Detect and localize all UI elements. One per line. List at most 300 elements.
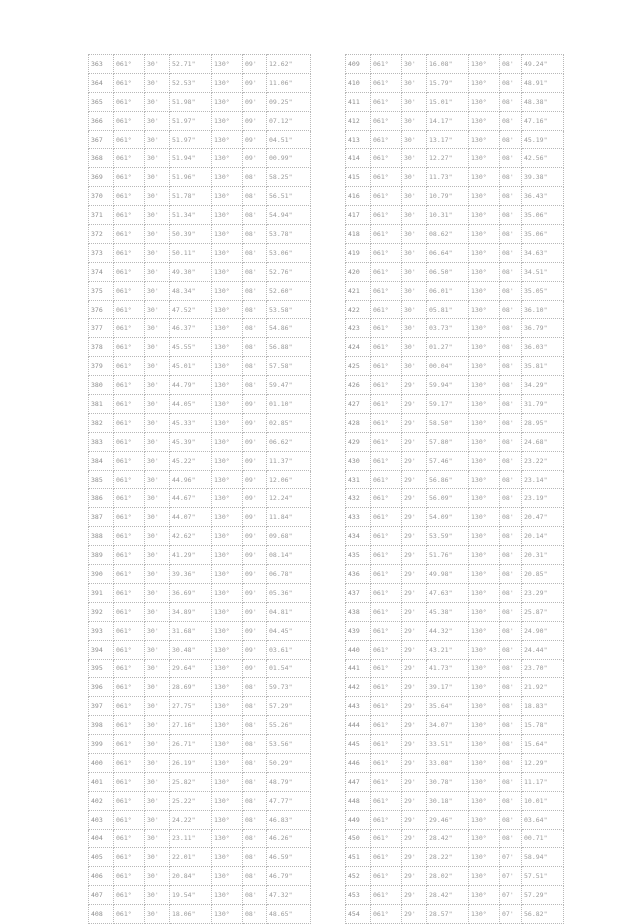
table-row [89, 546, 311, 565]
lon-minutes-cell: 09' [243, 621, 267, 640]
lon-seconds-cell: 35.05" [522, 281, 564, 300]
lon-minutes-cell: 08' [500, 300, 522, 319]
table-row [346, 168, 564, 187]
lat-degrees-cell: 061° [114, 659, 145, 678]
lon-degrees-cell: 130° [212, 55, 243, 74]
lon-minutes-cell: 08' [500, 640, 522, 659]
lat-minutes-cell: 29' [402, 867, 427, 886]
lat-minutes-cell: 29' [402, 451, 427, 470]
lon-seconds-cell: 18.83" [522, 697, 564, 716]
point-number-cell: 423 [346, 319, 371, 338]
lat-minutes-cell: 29' [402, 546, 427, 565]
lon-seconds-cell: 35.06" [522, 206, 564, 225]
lat-degrees-cell: 061° [371, 905, 402, 924]
point-number-cell: 368 [89, 149, 114, 168]
table-row [89, 395, 311, 414]
lon-seconds-cell: 28.95" [522, 413, 564, 432]
lat-minutes-cell: 30' [145, 432, 170, 451]
lon-minutes-cell: 08' [500, 168, 522, 187]
lon-seconds-cell: 23.29" [522, 583, 564, 602]
lon-degrees-cell: 130° [469, 565, 500, 584]
point-number-cell: 430 [346, 451, 371, 470]
table-row [89, 791, 311, 810]
lon-seconds-cell: 09.68" [267, 527, 311, 546]
lon-degrees-cell: 130° [212, 489, 243, 508]
lon-seconds-cell: 12.24" [267, 489, 311, 508]
table-row [346, 243, 564, 262]
lat-seconds-cell: 51.98" [170, 92, 212, 111]
lat-seconds-cell: 03.73" [427, 319, 469, 338]
lon-seconds-cell: 50.29" [267, 753, 311, 772]
table-row [89, 640, 311, 659]
lat-degrees-cell: 061° [371, 300, 402, 319]
lon-degrees-cell: 130° [212, 848, 243, 867]
lat-minutes-cell: 30' [145, 73, 170, 92]
lon-minutes-cell: 09' [243, 130, 267, 149]
point-number-cell: 371 [89, 206, 114, 225]
lat-degrees-cell: 061° [114, 187, 145, 206]
point-number-cell: 441 [346, 659, 371, 678]
lon-seconds-cell: 05.36" [267, 583, 311, 602]
lat-seconds-cell: 29.64" [170, 659, 212, 678]
lon-seconds-cell: 48.65" [267, 905, 311, 924]
lon-degrees-cell: 130° [469, 187, 500, 206]
table-row [346, 413, 564, 432]
point-number-cell: 427 [346, 395, 371, 414]
point-number-cell: 447 [346, 772, 371, 791]
point-number-cell: 437 [346, 583, 371, 602]
lon-degrees-cell: 130° [469, 886, 500, 905]
lon-degrees-cell: 130° [212, 92, 243, 111]
lon-seconds-cell: 20.47" [522, 508, 564, 527]
table-row [346, 149, 564, 168]
lon-degrees-cell: 130° [212, 583, 243, 602]
lat-degrees-cell: 061° [371, 73, 402, 92]
point-number-cell: 439 [346, 621, 371, 640]
point-number-cell: 419 [346, 243, 371, 262]
lat-degrees-cell: 061° [371, 867, 402, 886]
lat-minutes-cell: 30' [402, 300, 427, 319]
table-row [89, 243, 311, 262]
lat-minutes-cell: 29' [402, 659, 427, 678]
lon-seconds-cell: 46.83" [267, 810, 311, 829]
point-number-cell: 382 [89, 413, 114, 432]
lat-seconds-cell: 33.08" [427, 753, 469, 772]
table-row [89, 376, 311, 395]
lat-degrees-cell: 061° [371, 716, 402, 735]
lon-degrees-cell: 130° [212, 565, 243, 584]
point-number-cell: 433 [346, 508, 371, 527]
lat-degrees-cell: 061° [114, 357, 145, 376]
lat-seconds-cell: 20.84" [170, 867, 212, 886]
point-number-cell: 404 [89, 829, 114, 848]
lat-seconds-cell: 57.80" [427, 432, 469, 451]
lat-minutes-cell: 30' [402, 149, 427, 168]
lon-seconds-cell: 34.29" [522, 376, 564, 395]
point-number-cell: 442 [346, 678, 371, 697]
lat-minutes-cell: 29' [402, 621, 427, 640]
lon-degrees-cell: 130° [469, 395, 500, 414]
point-number-cell: 405 [89, 848, 114, 867]
lon-minutes-cell: 08' [243, 376, 267, 395]
lon-seconds-cell: 10.01" [522, 791, 564, 810]
lat-degrees-cell: 061° [371, 149, 402, 168]
lat-minutes-cell: 30' [145, 130, 170, 149]
table-row [346, 300, 564, 319]
lon-minutes-cell: 08' [500, 376, 522, 395]
lon-seconds-cell: 03.64" [522, 810, 564, 829]
lon-degrees-cell: 130° [469, 772, 500, 791]
point-number-cell: 407 [89, 886, 114, 905]
point-number-cell: 451 [346, 848, 371, 867]
lat-minutes-cell: 30' [145, 149, 170, 168]
lat-seconds-cell: 49.30" [170, 262, 212, 281]
lat-degrees-cell: 061° [371, 735, 402, 754]
lat-seconds-cell: 06.50" [427, 262, 469, 281]
lat-seconds-cell: 48.34" [170, 281, 212, 300]
lat-seconds-cell: 43.21" [427, 640, 469, 659]
lat-seconds-cell: 15.01" [427, 92, 469, 111]
lat-degrees-cell: 061° [114, 281, 145, 300]
table-row [346, 697, 564, 716]
lat-minutes-cell: 29' [402, 829, 427, 848]
table-row [346, 583, 564, 602]
lon-degrees-cell: 130° [469, 168, 500, 187]
lat-degrees-cell: 061° [371, 262, 402, 281]
lon-seconds-cell: 24.44" [522, 640, 564, 659]
lat-seconds-cell: 51.34" [170, 206, 212, 225]
point-number-cell: 379 [89, 357, 114, 376]
lat-degrees-cell: 061° [371, 583, 402, 602]
lat-degrees-cell: 061° [114, 149, 145, 168]
point-number-cell: 384 [89, 451, 114, 470]
lat-degrees-cell: 061° [114, 753, 145, 772]
lat-seconds-cell: 08.62" [427, 225, 469, 244]
lat-seconds-cell: 30.78" [427, 772, 469, 791]
lat-seconds-cell: 44.05" [170, 395, 212, 414]
lon-degrees-cell: 130° [469, 451, 500, 470]
table-row [346, 565, 564, 584]
lat-seconds-cell: 11.73" [427, 168, 469, 187]
lon-degrees-cell: 130° [469, 640, 500, 659]
lat-minutes-cell: 29' [402, 470, 427, 489]
lon-minutes-cell: 08' [243, 262, 267, 281]
lon-degrees-cell: 130° [469, 621, 500, 640]
lat-degrees-cell: 061° [371, 697, 402, 716]
lat-degrees-cell: 061° [114, 206, 145, 225]
lon-seconds-cell: 34.51" [522, 262, 564, 281]
lat-minutes-cell: 30' [145, 225, 170, 244]
lon-seconds-cell: 46.79" [267, 867, 311, 886]
lat-seconds-cell: 22.01" [170, 848, 212, 867]
point-number-cell: 413 [346, 130, 371, 149]
lon-degrees-cell: 130° [212, 243, 243, 262]
table-row [346, 470, 564, 489]
lon-degrees-cell: 130° [212, 376, 243, 395]
lat-minutes-cell: 29' [402, 905, 427, 924]
lon-minutes-cell: 08' [243, 867, 267, 886]
lon-degrees-cell: 130° [212, 546, 243, 565]
lon-seconds-cell: 46.26" [267, 829, 311, 848]
point-number-cell: 381 [89, 395, 114, 414]
lat-seconds-cell: 44.32" [427, 621, 469, 640]
lon-degrees-cell: 130° [212, 735, 243, 754]
point-number-cell: 397 [89, 697, 114, 716]
lon-seconds-cell: 20.31" [522, 546, 564, 565]
lat-degrees-cell: 061° [371, 281, 402, 300]
lon-degrees-cell: 130° [212, 149, 243, 168]
lat-degrees-cell: 061° [371, 886, 402, 905]
table-row [346, 735, 564, 754]
lon-minutes-cell: 08' [500, 791, 522, 810]
lon-seconds-cell: 35.81" [522, 357, 564, 376]
lat-seconds-cell: 10.31" [427, 206, 469, 225]
lat-minutes-cell: 29' [402, 376, 427, 395]
lat-seconds-cell: 25.82" [170, 772, 212, 791]
lat-degrees-cell: 061° [371, 678, 402, 697]
lon-minutes-cell: 09' [243, 640, 267, 659]
lat-degrees-cell: 061° [114, 376, 145, 395]
lon-minutes-cell: 08' [243, 357, 267, 376]
lon-seconds-cell: 07.12" [267, 111, 311, 130]
lat-minutes-cell: 30' [145, 716, 170, 735]
lat-seconds-cell: 50.11" [170, 243, 212, 262]
point-number-cell: 454 [346, 905, 371, 924]
lon-degrees-cell: 130° [212, 678, 243, 697]
table-row [89, 281, 311, 300]
lat-minutes-cell: 30' [145, 886, 170, 905]
lon-seconds-cell: 58.25" [267, 168, 311, 187]
point-number-cell: 374 [89, 262, 114, 281]
table-row [89, 73, 311, 92]
lon-degrees-cell: 130° [469, 602, 500, 621]
lon-minutes-cell: 08' [243, 281, 267, 300]
table-row [89, 319, 311, 338]
point-number-cell: 389 [89, 546, 114, 565]
lat-minutes-cell: 30' [402, 281, 427, 300]
point-number-cell: 444 [346, 716, 371, 735]
table-row [346, 73, 564, 92]
lon-seconds-cell: 02.85" [267, 413, 311, 432]
point-number-cell: 431 [346, 470, 371, 489]
lat-seconds-cell: 51.97" [170, 111, 212, 130]
lat-minutes-cell: 30' [402, 262, 427, 281]
lat-degrees-cell: 061° [114, 432, 145, 451]
lon-seconds-cell: 00.71" [522, 829, 564, 848]
lat-seconds-cell: 51.78" [170, 187, 212, 206]
lon-degrees-cell: 130° [212, 772, 243, 791]
lon-seconds-cell: 53.06" [267, 243, 311, 262]
lat-degrees-cell: 061° [371, 659, 402, 678]
table-row [346, 357, 564, 376]
table-row [89, 225, 311, 244]
lat-minutes-cell: 30' [145, 829, 170, 848]
lat-seconds-cell: 14.17" [427, 111, 469, 130]
lat-seconds-cell: 54.09" [427, 508, 469, 527]
lon-degrees-cell: 130° [469, 413, 500, 432]
lat-seconds-cell: 44.96" [170, 470, 212, 489]
lat-seconds-cell: 49.98" [427, 565, 469, 584]
point-number-cell: 445 [346, 735, 371, 754]
point-number-cell: 390 [89, 565, 114, 584]
table-row [346, 338, 564, 357]
lon-minutes-cell: 08' [500, 489, 522, 508]
point-number-cell: 412 [346, 111, 371, 130]
point-number-cell: 386 [89, 489, 114, 508]
lat-degrees-cell: 061° [114, 791, 145, 810]
lon-minutes-cell: 08' [243, 886, 267, 905]
lat-degrees-cell: 061° [114, 772, 145, 791]
table-row [346, 111, 564, 130]
lat-seconds-cell: 27.75" [170, 697, 212, 716]
lon-degrees-cell: 130° [212, 206, 243, 225]
lon-minutes-cell: 08' [500, 243, 522, 262]
lon-seconds-cell: 55.26" [267, 716, 311, 735]
point-number-cell: 418 [346, 225, 371, 244]
lon-minutes-cell: 08' [500, 527, 522, 546]
table-row [89, 168, 311, 187]
lat-degrees-cell: 061° [114, 640, 145, 659]
lon-degrees-cell: 130° [469, 848, 500, 867]
lon-degrees-cell: 130° [212, 716, 243, 735]
lon-seconds-cell: 48.38" [522, 92, 564, 111]
table-row [346, 376, 564, 395]
lat-seconds-cell: 45.33" [170, 413, 212, 432]
table-row [89, 413, 311, 432]
lat-seconds-cell: 33.51" [427, 735, 469, 754]
lon-degrees-cell: 130° [212, 810, 243, 829]
lon-minutes-cell: 08' [243, 206, 267, 225]
lon-minutes-cell: 08' [500, 432, 522, 451]
lon-minutes-cell: 09' [243, 602, 267, 621]
lon-minutes-cell: 09' [243, 489, 267, 508]
table-row [346, 829, 564, 848]
lat-seconds-cell: 29.46" [427, 810, 469, 829]
lon-degrees-cell: 130° [212, 338, 243, 357]
lon-minutes-cell: 08' [500, 678, 522, 697]
lon-degrees-cell: 130° [212, 187, 243, 206]
lon-minutes-cell: 08' [243, 829, 267, 848]
lon-degrees-cell: 130° [469, 659, 500, 678]
lat-seconds-cell: 18.06" [170, 905, 212, 924]
table-row [346, 716, 564, 735]
lon-seconds-cell: 23.19" [522, 489, 564, 508]
lat-seconds-cell: 28.42" [427, 829, 469, 848]
lat-minutes-cell: 30' [402, 319, 427, 338]
lon-minutes-cell: 07' [500, 867, 522, 886]
lat-minutes-cell: 30' [402, 243, 427, 262]
table-row [89, 602, 311, 621]
lat-seconds-cell: 24.22" [170, 810, 212, 829]
lat-seconds-cell: 51.76" [427, 546, 469, 565]
lat-degrees-cell: 061° [114, 451, 145, 470]
point-number-cell: 448 [346, 791, 371, 810]
lat-degrees-cell: 061° [114, 489, 145, 508]
lat-seconds-cell: 28.22" [427, 848, 469, 867]
lon-minutes-cell: 08' [500, 810, 522, 829]
lat-seconds-cell: 42.62" [170, 527, 212, 546]
lon-minutes-cell: 09' [243, 111, 267, 130]
point-number-cell: 395 [89, 659, 114, 678]
table-row [89, 92, 311, 111]
lon-degrees-cell: 130° [212, 262, 243, 281]
lat-degrees-cell: 061° [114, 55, 145, 74]
table-row [346, 489, 564, 508]
table-row [346, 621, 564, 640]
lon-degrees-cell: 130° [469, 130, 500, 149]
table-row [89, 149, 311, 168]
lat-degrees-cell: 061° [371, 451, 402, 470]
lon-minutes-cell: 08' [500, 753, 522, 772]
lat-degrees-cell: 061° [114, 413, 145, 432]
point-number-cell: 414 [346, 149, 371, 168]
table-row [346, 262, 564, 281]
lon-minutes-cell: 08' [500, 92, 522, 111]
lat-seconds-cell: 47.63" [427, 583, 469, 602]
lon-seconds-cell: 00.99" [267, 149, 311, 168]
lat-degrees-cell: 061° [114, 130, 145, 149]
point-number-cell: 417 [346, 206, 371, 225]
lat-seconds-cell: 45.01" [170, 357, 212, 376]
lat-seconds-cell: 36.69" [170, 583, 212, 602]
lat-degrees-cell: 061° [114, 565, 145, 584]
lat-seconds-cell: 59.94" [427, 376, 469, 395]
lat-seconds-cell: 51.96" [170, 168, 212, 187]
lat-seconds-cell: 58.50" [427, 413, 469, 432]
lat-seconds-cell: 19.54" [170, 886, 212, 905]
lat-seconds-cell: 28.57" [427, 905, 469, 924]
table-row [346, 659, 564, 678]
point-number-cell: 420 [346, 262, 371, 281]
lon-minutes-cell: 08' [500, 338, 522, 357]
table-row [346, 395, 564, 414]
lat-seconds-cell: 31.68" [170, 621, 212, 640]
lat-degrees-cell: 061° [371, 206, 402, 225]
lat-degrees-cell: 061° [114, 73, 145, 92]
lon-degrees-cell: 130° [212, 130, 243, 149]
table-row [346, 640, 564, 659]
lon-degrees-cell: 130° [469, 206, 500, 225]
lon-degrees-cell: 130° [212, 319, 243, 338]
lon-minutes-cell: 08' [500, 829, 522, 848]
lat-minutes-cell: 30' [145, 791, 170, 810]
lat-minutes-cell: 29' [402, 735, 427, 754]
lat-minutes-cell: 29' [402, 508, 427, 527]
lat-degrees-cell: 061° [371, 111, 402, 130]
lon-degrees-cell: 130° [212, 413, 243, 432]
point-number-cell: 403 [89, 810, 114, 829]
lat-minutes-cell: 30' [402, 111, 427, 130]
lat-degrees-cell: 061° [371, 508, 402, 527]
lat-degrees-cell: 061° [114, 470, 145, 489]
table-row [89, 829, 311, 848]
lat-degrees-cell: 061° [114, 829, 145, 848]
lat-degrees-cell: 061° [371, 395, 402, 414]
table-row [89, 735, 311, 754]
lon-degrees-cell: 130° [212, 905, 243, 924]
lat-minutes-cell: 30' [145, 527, 170, 546]
lat-degrees-cell: 061° [371, 489, 402, 508]
lat-minutes-cell: 30' [145, 338, 170, 357]
table-row [89, 508, 311, 527]
lon-minutes-cell: 08' [243, 319, 267, 338]
table-row [89, 772, 311, 791]
point-number-cell: 406 [89, 867, 114, 886]
lat-seconds-cell: 41.73" [427, 659, 469, 678]
lat-minutes-cell: 30' [145, 697, 170, 716]
lon-minutes-cell: 08' [243, 848, 267, 867]
lat-minutes-cell: 30' [145, 753, 170, 772]
